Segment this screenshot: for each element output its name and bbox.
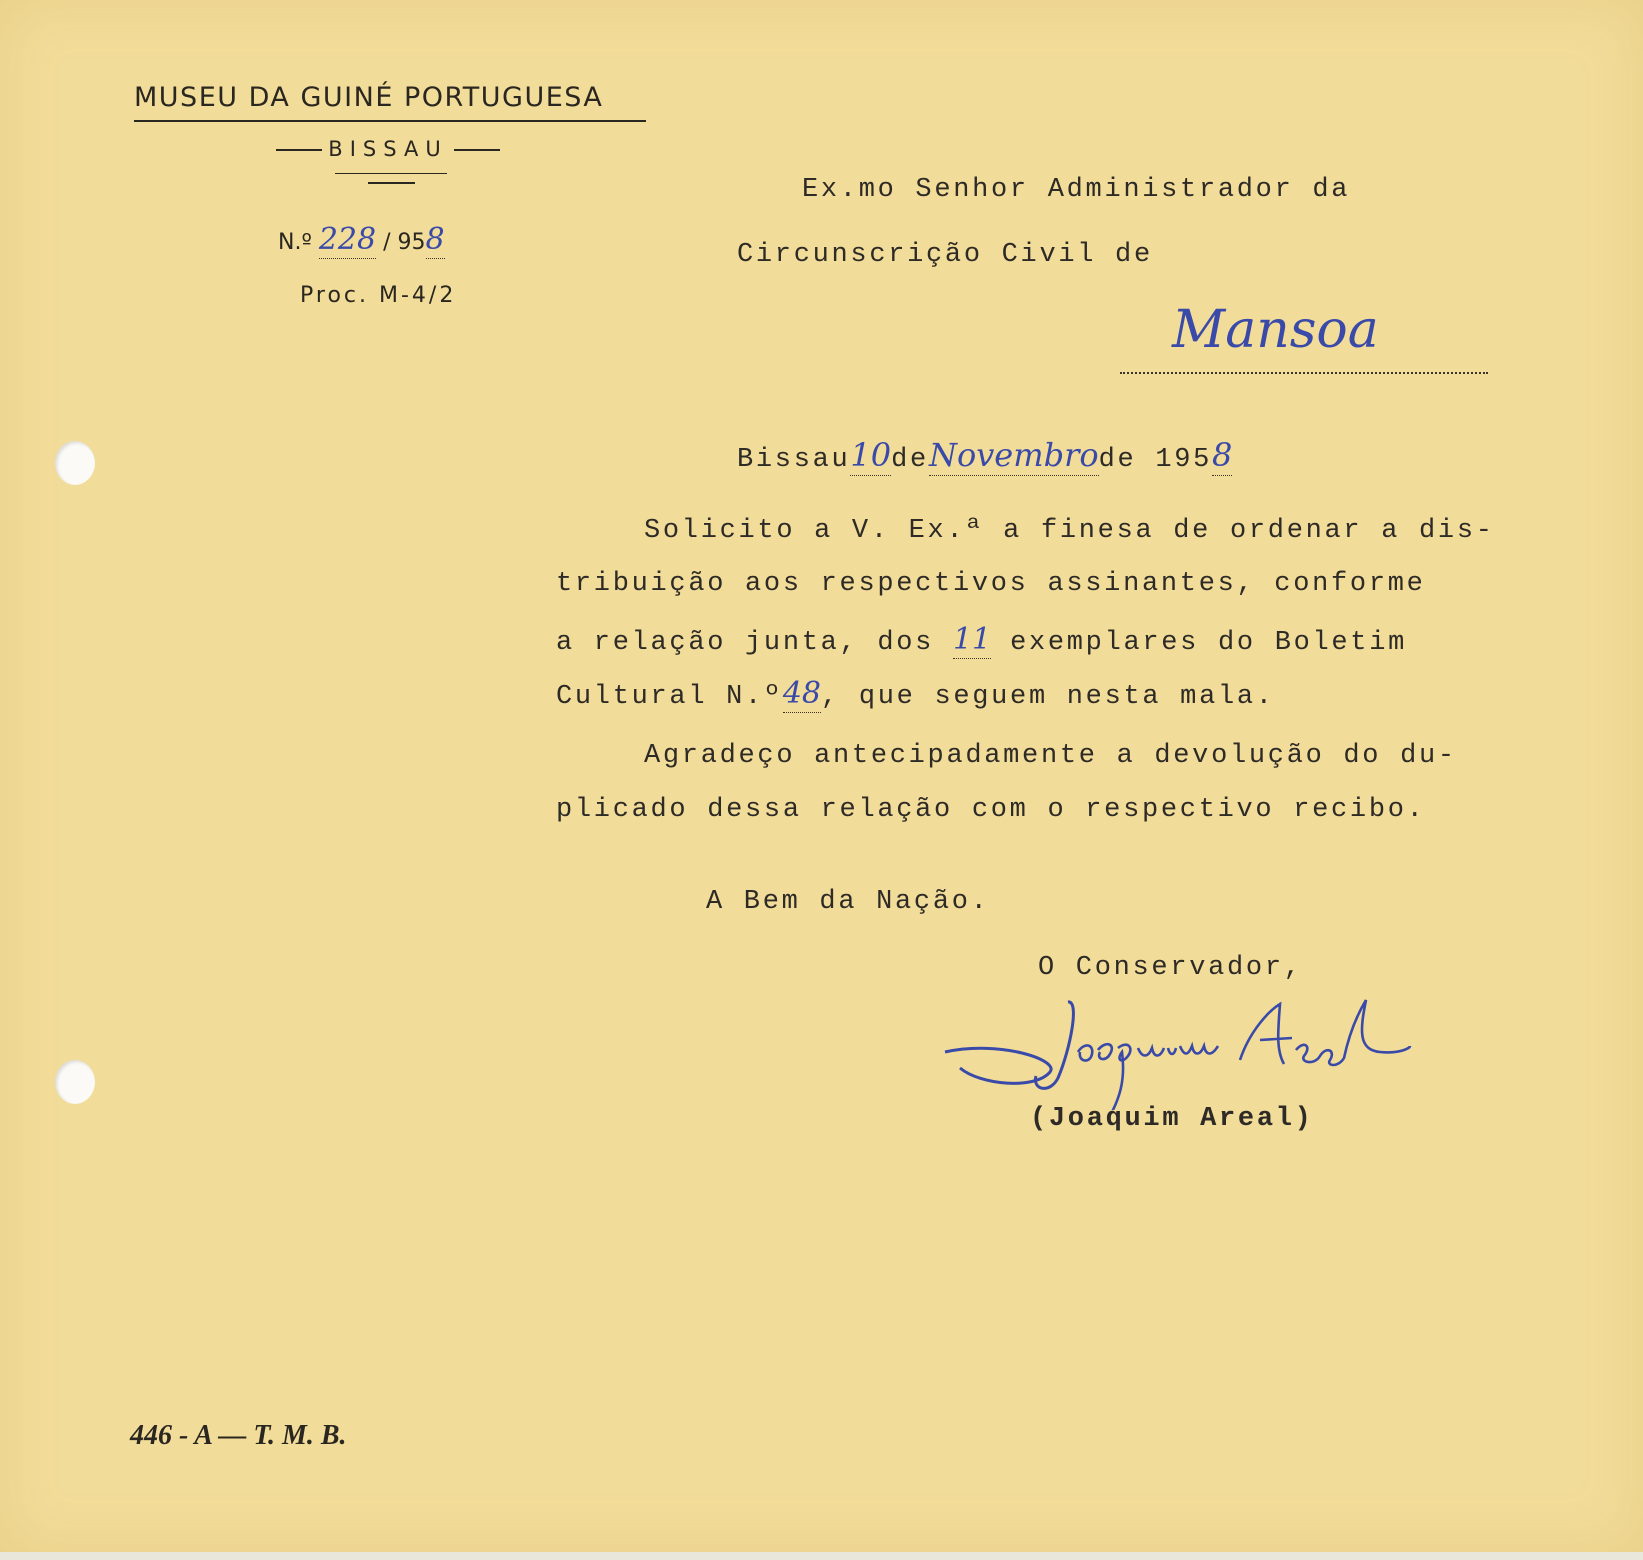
punch-hole-bottom	[55, 1060, 95, 1104]
date-year-prefix: de 195	[1098, 445, 1213, 475]
signatory-title: O Conservador,	[1038, 953, 1303, 983]
punch-hole-top	[55, 441, 95, 485]
date-day-handwritten: 10	[850, 436, 892, 474]
body-line-3-start: a relação junta, dos	[556, 628, 935, 658]
date-de: de	[891, 445, 929, 475]
reference-number-prefix: N.º	[278, 230, 312, 255]
form-code: 446 - A — T. M. B.	[130, 1420, 347, 1451]
scan-edge	[0, 1552, 1643, 1560]
reference-year-prefix: / 95	[383, 230, 426, 255]
reference-number-handwritten: 228	[318, 222, 377, 257]
date-year-handwritten: 8	[1212, 436, 1233, 474]
letterhead-city	[258, 137, 518, 161]
letterhead-institution: MUSEU DA GUINÉ PORTUGUESA	[134, 82, 604, 113]
body-line-5: Agradeço antecipadamente a devolução do du-	[644, 741, 1457, 771]
body-line-6: plicado dessa relação com o respectivo recibo.	[556, 795, 1426, 825]
body-line-4-end: , que seguem nesta mala.	[821, 682, 1275, 712]
addressee-place-handwritten: Mansoa	[1172, 300, 1379, 360]
closing-salutation: A Bem da Nação.	[706, 887, 990, 917]
copies-handwritten: 11	[952, 622, 992, 657]
process-reference: Proc. M-4/2	[300, 283, 457, 308]
body-line-2: tribuição aos respectivos assinantes, conforme	[556, 569, 1426, 599]
bulletin-number-handwritten: 48	[782, 676, 822, 711]
date-month-handwritten: Novembro	[928, 436, 1099, 474]
handwritten-signature	[940, 990, 1480, 1110]
letterhead-rule	[134, 120, 646, 122]
body-line-3	[556, 622, 1407, 658]
letterhead-divider	[335, 173, 447, 174]
date-line	[737, 436, 1232, 475]
letterhead-divider-short	[368, 182, 415, 184]
body-line-4	[556, 676, 1275, 712]
addressee-line-1: Ex.mo Senhor Administrador da	[802, 175, 1351, 205]
body-line-3-end: exemplares do Boletim	[1010, 628, 1408, 658]
body-line-1: Solicito a V. Ex.ª a finesa de ordenar a dis-	[644, 516, 1495, 546]
date-city: Bissau	[737, 445, 851, 475]
reference-number	[278, 222, 445, 257]
reference-year-handwritten: 8	[425, 222, 445, 257]
letterhead-city-text: BISSAU	[328, 137, 448, 161]
body-line-4-start: Cultural N.º	[556, 682, 783, 712]
addressee-line-2: Circunscrição Civil de	[737, 240, 1153, 270]
signatory-name: (Joaquim Areal)	[1030, 1104, 1314, 1134]
